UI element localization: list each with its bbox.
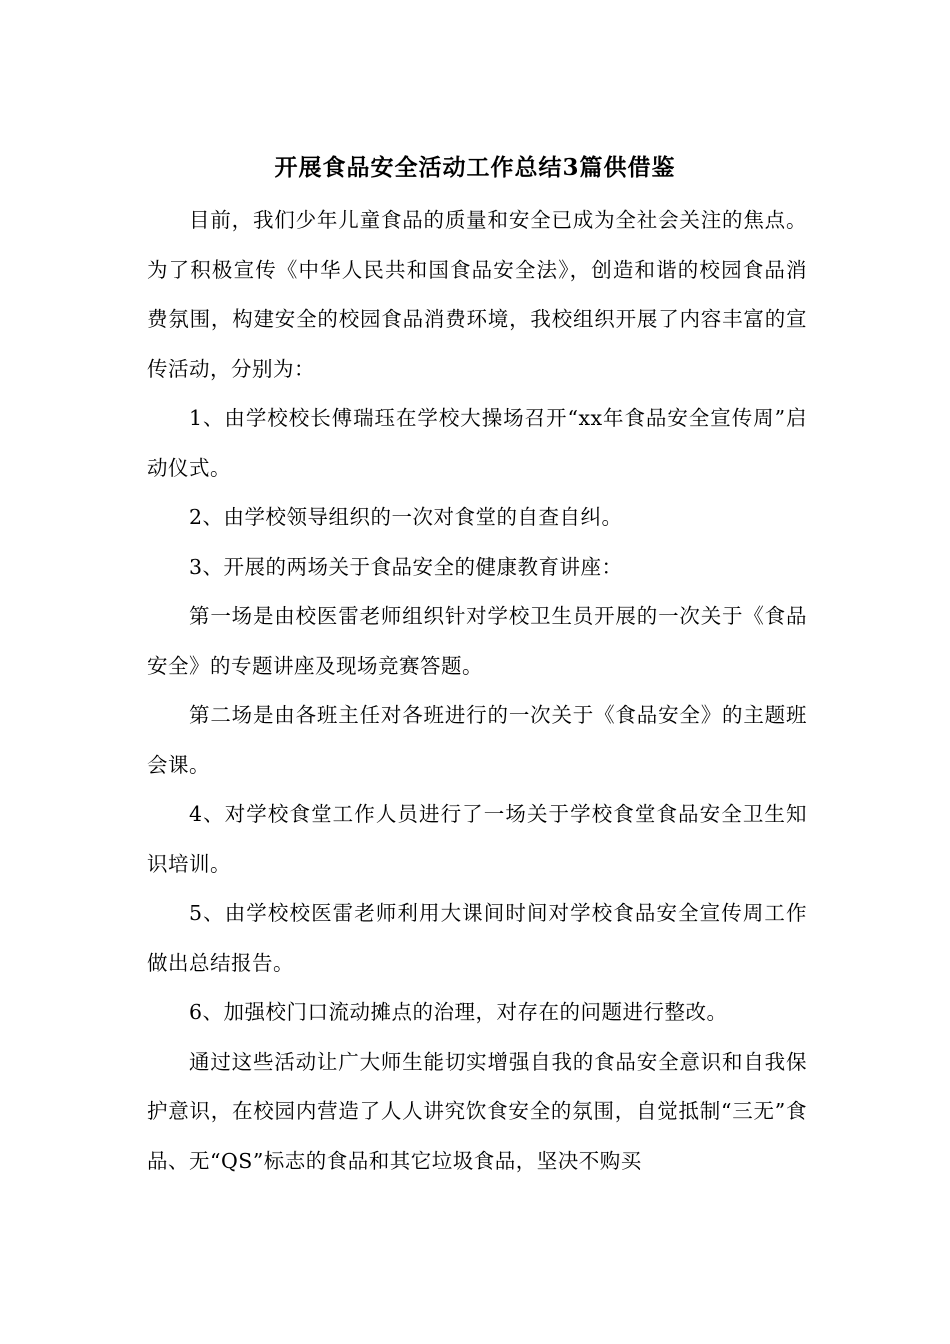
paragraph-lecture-1: 第一场是由校医雷老师组织针对学校卫生员开展的一次关于《食品安全》的专题讲座及现场竞赛答题。 xyxy=(147,604,807,678)
paragraph-item-6: 6、加强校门口流动摊点的治理，对存在的问题进行整改。 xyxy=(189,1000,728,1024)
paragraph-item-4: 4、对学校食堂工作人员进行了一场关于学校食堂食品安全卫生知识培训。 xyxy=(147,802,807,876)
paragraph-item-5: 5、由学校校医雷老师利用大课间时间对学校食品安全宣传周工作做出总结报告。 xyxy=(147,901,807,975)
paragraph-item-1: 1、由学校校长傅瑞珏在学校大操场召开“xx年食品安全宣传周”启动仪式。 xyxy=(147,406,807,480)
paragraph-conclusion: 通过这些活动让广大师生能切实增强自我的食品安全意识和自我保护意识，在校园内营造了人人讲究饮食安全的氛围，自觉抵制“三无”食品、无“QS”标志的食品和其它垃圾食品，坚决不购买 xyxy=(147,1049,807,1173)
document-body xyxy=(147,196,807,1186)
document-title: 开展食品安全活动工作总结3篇供借鉴 xyxy=(274,154,676,181)
paragraph-lecture-2: 第二场是由各班主任对各班进行的一次关于《食品安全》的主题班会课。 xyxy=(147,703,807,777)
paragraph-item-2: 2、由学校领导组织的一次对食堂的自查自纠。 xyxy=(189,505,623,529)
paragraph-item-3: 3、开展的两场关于食品安全的健康教育讲座： xyxy=(189,554,623,579)
paragraph-intro: 目前，我们少年儿童食品的质量和安全已成为全社会关注的焦点。为了积极宣传《中华人民共和国食品安全法》，创造和谐的校园食品消费氛围，构建安全的校园食品消费环境，我校组织开展了内容丰富的宣传活动，分别为： xyxy=(147,208,807,381)
